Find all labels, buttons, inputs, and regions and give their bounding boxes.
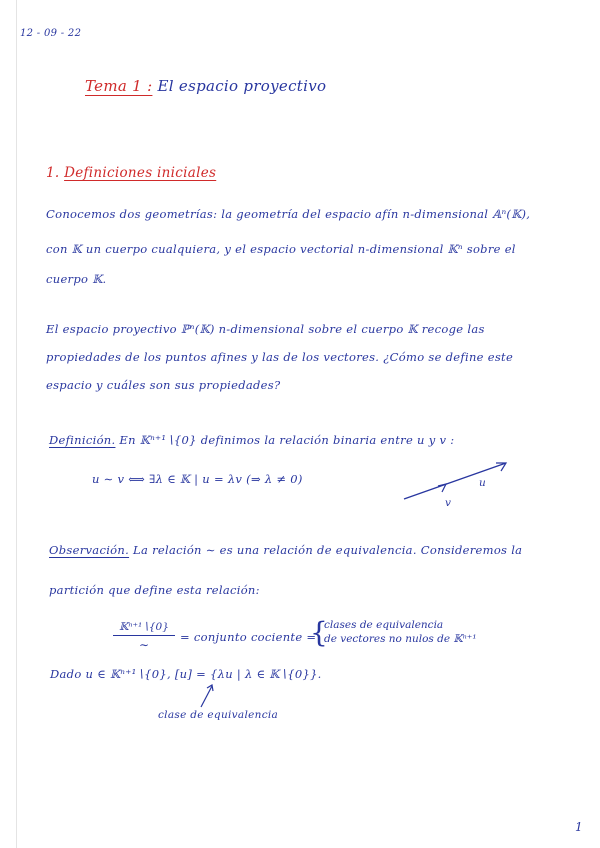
fraction-bar [113, 635, 175, 636]
paragraph1-line3: cuerpo 𝕂. [46, 272, 107, 286]
classes-line1: clases de equivalencia [324, 619, 444, 631]
paragraph2-line3: espacio y cuáles son sus propiedades? [46, 378, 281, 392]
section-title: Definiciones iniciales [64, 165, 217, 181]
quotient-numerator: 𝕂ⁿ⁺¹∖{0} [119, 621, 169, 633]
quotient-fraction [113, 621, 175, 652]
page-title [85, 77, 326, 95]
vector-sketch [398, 455, 513, 505]
paragraph2-line2: propiedades de los puntos afines y las de los vectores. ¿Cómo se define este [46, 350, 514, 364]
observation-label: Observación. [49, 543, 130, 557]
quotient-denominator: ∼ [138, 638, 150, 652]
set-brace: { [310, 616, 328, 649]
paragraph2-line1: El espacio proyectivo ℙⁿ(𝕂) n-dimensional sobre el cuerpo 𝕂 recoge las [46, 322, 485, 336]
vector-v-label: v [445, 497, 452, 509]
classes-line2: de vectores no nulos de 𝕂ⁿ⁺¹ [324, 633, 477, 645]
quotient-equals-text: = conjunto cociente = [180, 630, 317, 644]
vector-v-arrowhead [438, 484, 446, 492]
vector-u-label: u [479, 477, 487, 489]
date: 12 - 09 - 22 [20, 28, 82, 39]
equivalence-class-label: clase de equivalencia [158, 709, 279, 721]
title-tema: Tema 1 : [85, 77, 153, 95]
pointer-arrow-shaft [201, 686, 212, 707]
dado-line: Dado u ∈ 𝕂ⁿ⁺¹∖{0}, [u] = {λu | λ ∈ 𝕂∖{0}}. [50, 667, 322, 681]
paragraph1-line2: con 𝕂 un cuerpo cualquiera, y el espacio vectorial n-dimensional 𝕂ⁿ sobre el [46, 242, 516, 256]
observation-line1 [49, 543, 522, 557]
definition-label: Definición. [49, 433, 116, 447]
title-rest: El espacio proyectivo [157, 77, 327, 95]
pointer-arrow [197, 683, 217, 709]
page-number: 1 [575, 820, 583, 834]
paragraph1-line1: Conocemos dos geometrías: la geometría del espacio afín n-dimensional 𝔸ⁿ(𝕂), [46, 207, 531, 221]
definition-text: En 𝕂ⁿ⁺¹∖{0} definimos la relación binaria entre u y v : [119, 433, 455, 447]
equivalence-formula: u ∼ v ⟺ ∃λ ∈ 𝕂 | u = λv (⇒ λ ≠ 0) [92, 472, 303, 486]
vector-line [404, 463, 506, 499]
observation-text: La relación ∼ es una relación de equivalencia. Consideremos la [133, 543, 523, 557]
observation-line2: partición que define esta relación: [49, 583, 260, 597]
margin-line [16, 0, 17, 848]
section-heading [46, 165, 216, 181]
definition-line [49, 433, 454, 447]
classes-set [310, 616, 477, 649]
section-number: 1. [46, 165, 60, 181]
